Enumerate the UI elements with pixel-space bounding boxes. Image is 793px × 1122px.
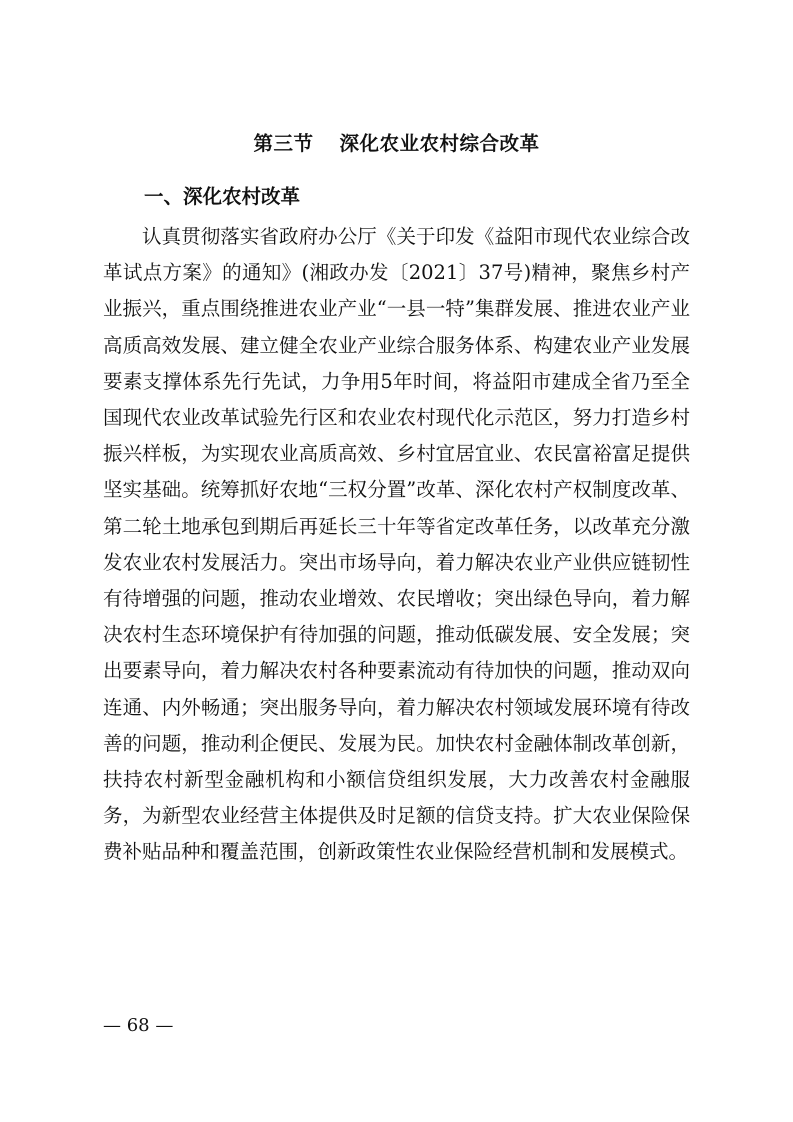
page-number: — 68 — <box>103 1015 174 1036</box>
section-title: 深化农业农村综合改革 <box>339 132 540 155</box>
section-label: 第三节 <box>253 132 314 155</box>
body-paragraph: 认真贯彻落实省政府办公厅《关于印发《益阳市现代农业综合改革试点方案》的通知》(湘政办发〔2021〕37号)精神，聚焦乡村产业振兴，重点围绕推进农业产业“一县一特”集群发展、推进农业产业高质高效发展、建立健全农业产业综合服务体系、构建农业产业发展要素支撑体系先行先试，力争用5年时间，将益阳市建成全省乃至全国现代农业改革试验先行区和农业农村现代化示范区，努力打造乡村振兴样板，为实现农业高质高效、乡村宜居宜业、农民富裕富足提供坚实基础。统筹抓好农地“三权分置”改革、深化农村产权制度改革、第二轮土地承包到期后再延长三十年等省定改革任务，以改革充分激发农业农村发展活力。突出市场导向，着力解决农业产业供应链韧性有待增强的问题，推动农业增效、农民增收；突出绿色导向，着力解决农村生态环境保护有待加强的问题，推动低碳发展、安全发展；突出要素导向，着力解决农村各种要素流动有待加快的问题，推动双向连通、内外畅通；突出服务导向，着力解决农村领域发展环境有待改善的问题，推动利企便民、发展为民。加快农村金融体制改革创新，扶持农村新型金融机构和小额信贷组织发展，大力改善农村金融服务，为新型农业经营主体提供及时足额的信贷支持。扩大农业保险保费补贴品种和覆盖范围，创新政策性农业保险经营机制和发展模式。 <box>103 225 690 864</box>
subsection-heading: 一、深化农村改革 <box>144 185 301 208</box>
section-heading <box>0 128 793 156</box>
